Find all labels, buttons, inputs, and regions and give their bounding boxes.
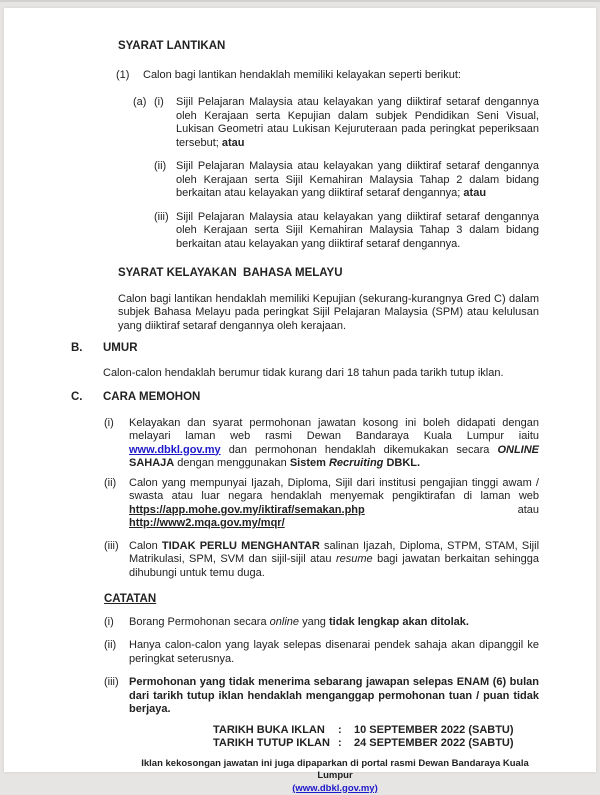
date-value: 10 SEPTEMBER 2022 (SABTU) [354, 724, 539, 738]
catatan-item-text [129, 676, 539, 717]
section-letter: B. [71, 342, 103, 356]
lantikan-sub-item-text [176, 160, 539, 201]
section-catatan [104, 593, 539, 717]
list-marker: (ii) [104, 639, 129, 666]
bahasa-melayu-heading: SYARAT KELAYAKAN BAHASA MELAYU [118, 267, 539, 281]
umur-heading: UMUR [103, 342, 539, 356]
list-marker: (i) [104, 616, 129, 630]
section-umur [71, 342, 539, 380]
lantikan-sub-item-text [176, 211, 539, 252]
umur-paragraph: Calon-calon hendaklah berumur tidak kurang dari 18 tahun pada tarikh tutup iklan. [103, 367, 539, 381]
cara-memohon-heading-row [71, 391, 539, 405]
list-marker [133, 160, 154, 201]
cara-memohon-item-ii [104, 477, 539, 531]
text-segment: atau [222, 137, 245, 149]
cara-memohon-item-text [129, 477, 539, 531]
footer-note-text: Iklan kekosongan jawatan ini juga dipaparkan di portal rasmi Dewan Bandaraya Kuala Lumpur [131, 758, 539, 783]
text-segment: bagi jawatan berkaitan sehingga dihubungi untuk temu duga. [129, 553, 539, 579]
text-segment: DBKL. [383, 457, 420, 469]
cara-memohon-item-text [129, 540, 539, 581]
mqa-link[interactable]: http://www2.mqa.gov.my/mqr/ [129, 517, 285, 529]
catatan-item-text [129, 616, 539, 630]
catatan-item-iii [104, 676, 539, 717]
section-cara-memohon [71, 391, 539, 580]
lantikan-sub-item-ii [133, 160, 539, 201]
document-page [4, 8, 596, 772]
cara-memohon-heading: CARA MEMOHON [103, 391, 539, 405]
footer-note [131, 758, 539, 795]
section-syarat-lantikan [118, 40, 539, 251]
lantikan-item-1-text: Calon bagi lantikan hendaklah memiliki kelayakan seperti berikut: [143, 69, 539, 83]
text-segment: dengan menggunakan [174, 457, 290, 469]
date-label: TARIKH TUTUP IKLAN [213, 737, 338, 751]
text-segment: yang [299, 616, 329, 628]
lantikan-sub-item-iii [133, 211, 539, 252]
catatan-heading: CATATAN [104, 593, 539, 607]
dbkl-link[interactable]: www.dbkl.gov.my [129, 444, 221, 456]
syarat-lantikan-heading: SYARAT LANTIKAN [118, 40, 539, 54]
umur-heading-row [71, 342, 539, 356]
advert-dates [213, 724, 539, 751]
list-marker: (ii) [104, 477, 129, 531]
list-marker: (i) [104, 417, 129, 471]
date-row-close [213, 737, 539, 751]
list-marker: (i) [154, 96, 176, 150]
mohe-link[interactable]: https://app.mohe.gov.my/iktiraf/semakan.php [129, 504, 365, 516]
text-segment: salinan Ijazah, Diploma, STPM, STAM, Sijil Matrikulasi, SPM, SVM dan sijil-sijil atau [129, 540, 539, 566]
text-segment: Recruiting [329, 457, 383, 469]
lantikan-sub-item-text [176, 96, 539, 150]
list-marker: (iii) [154, 211, 176, 252]
text-segment: Hanya calon-calon yang layak selepas disenarai pendek sahaja akan dipanggil ke peringkat seterusnya. [129, 639, 539, 665]
date-colon: : [338, 737, 354, 751]
text-segment: SAHAJA [129, 457, 174, 469]
document-content [4, 8, 596, 795]
date-label: TARIKH BUKA IKLAN [213, 724, 338, 738]
lantikan-item-1 [116, 69, 539, 83]
list-marker: (1) [116, 69, 143, 83]
text-segment: online [270, 616, 299, 628]
section-letter: C. [71, 391, 103, 405]
text-segment: Calon yang mempunyai Ijazah, Diploma, Sijil dari institusi pengajian tinggi awam / swasta atau luar negara hendaklah menyemak pengiktirafan di laman web [129, 477, 539, 503]
text-segment: dan permohonan hendaklah dikemukakan secara [221, 444, 498, 456]
text-segment: Permohonan yang tidak menerima sebarang jawapan selepas ENAM (6) bulan dari tarikh tutup iklan hendaklah menganggap permohonan tuan / puan tidak berjaya. [129, 676, 539, 715]
text-segment: ONLINE [497, 444, 539, 456]
section-bahasa-melayu [118, 267, 539, 333]
cara-memohon-item-text [129, 417, 539, 471]
bahasa-melayu-paragraph: Calon bagi lantikan hendaklah memiliki Kepujian (sekurang-kurangnya Gred C) dalam subjek Bahasa Melayu pada peringkat Sijil Pelajaran Malaysia (SPM) atau kelulusan yang diiktiraf setaraf dengannya oleh kerajaan. [118, 293, 539, 334]
text-segment: Borang Permohonan secara [129, 616, 270, 628]
text-segment: resume [336, 553, 373, 565]
text-segment: atau [463, 187, 486, 199]
text-segment: Sistem [290, 457, 329, 469]
list-marker: (iii) [104, 540, 129, 581]
text-segment: Sijil Pelajaran Malaysia atau kelayakan yang diiktiraf setaraf dengannya oleh Kerajaan serta Sijil Kemahiran Malaysia Tahap 2 dalam bidang berkaitan atau kelayakan yang diiktiraf setaraf dengannya; [176, 160, 539, 199]
date-row-open [213, 724, 539, 738]
text-segment: tidak lengkap akan ditolak. [329, 616, 469, 628]
date-colon: : [338, 724, 354, 738]
list-marker [133, 211, 154, 252]
list-marker: (iii) [104, 676, 129, 717]
catatan-item-i [104, 616, 539, 630]
text-segment: Sijil Pelajaran Malaysia atau kelayakan yang diiktiraf setaraf dengannya oleh Kerajaan serta Kepujian dalam subjek Pendidikan Seni Visual, Lukisan Geometri atau Lukisan Kejuruteraan pada peringkat peperiksaan tersebut; [176, 96, 539, 149]
footer-dbkl-link[interactable]: (www.dbkl.gov.my) [292, 783, 378, 794]
date-value: 24 SEPTEMBER 2022 (SABTU) [354, 737, 539, 751]
lantikan-sub-item-a-i [133, 96, 539, 150]
cara-memohon-item-i [104, 417, 539, 471]
catatan-item-ii [104, 639, 539, 666]
list-marker: (ii) [154, 160, 176, 201]
text-segment: TIDAK PERLU MENGHANTAR [162, 540, 320, 552]
text-segment: atau [365, 504, 539, 516]
cara-memohon-item-iii [104, 540, 539, 581]
catatan-item-text [129, 639, 539, 666]
text-segment: Calon [129, 540, 162, 552]
text-segment: Kelayakan dan syarat permohonan jawatan kosong ini boleh didapati dengan melayari laman web rasmi Dewan Bandaraya Kuala Lumpur iaitu [129, 417, 539, 443]
text-segment: Sijil Pelajaran Malaysia atau kelayakan yang diiktiraf setaraf dengannya oleh Kerajaan serta Sijil Kemahiran Malaysia Tahap 3 dalam bidang berkaitan atau kelayakan yang diiktiraf setaraf dengannya. [176, 211, 539, 250]
list-marker: (a) [133, 96, 154, 150]
